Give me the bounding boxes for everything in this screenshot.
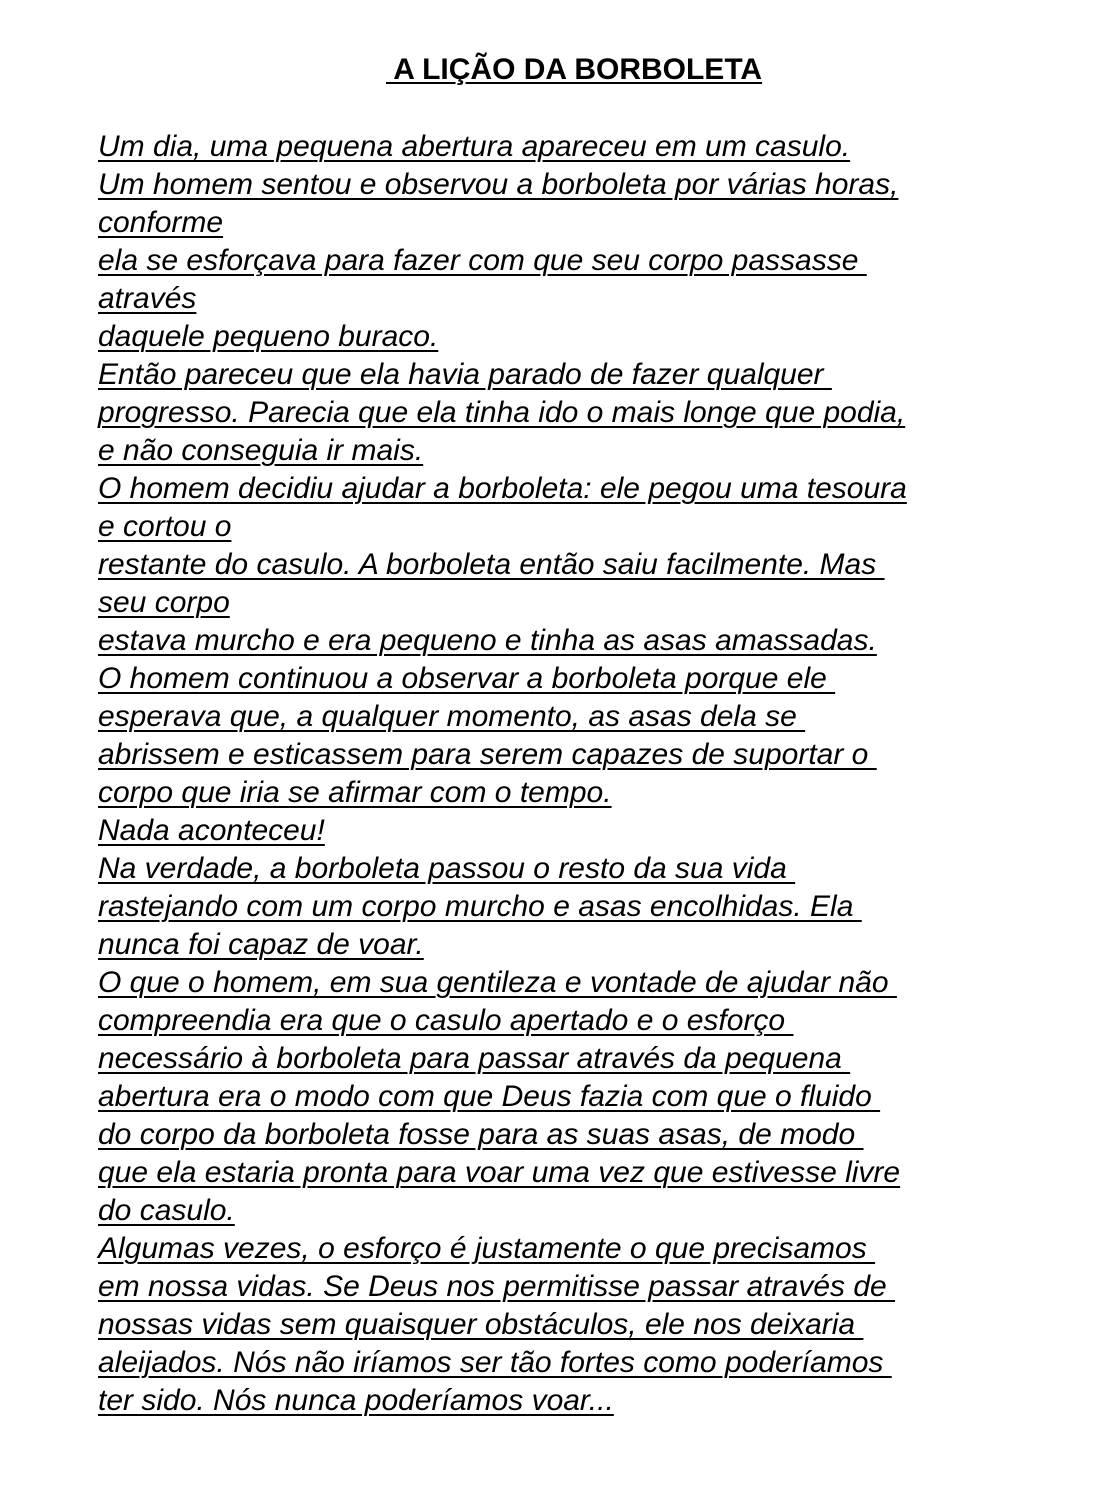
text-line: estava murcho e era pequeno e tinha as asas amassadas. [98, 624, 877, 657]
text-line: Na verdade, a borboleta passou o resto da sua vida [98, 852, 796, 885]
text-line: O homem decidiu ajudar a borboleta: ele pegou uma tesoura [98, 472, 907, 505]
text-line: ela se esforçava para fazer com que seu corpo passasse [98, 244, 867, 277]
text-line: através [98, 282, 197, 315]
text-line: e cortou o [98, 510, 232, 543]
text-line: ter sido. Nós nunca poderíamos voar... [98, 1384, 614, 1417]
text-line: O homem continuou a observar a borboleta porque ele [98, 662, 836, 695]
text-line: compreendia era que o casulo apertado e o esforço [98, 1004, 794, 1037]
text-line: progresso. Parecia que ela tinha ido o mais longe que podia, [98, 396, 906, 429]
text-line: Nada aconteceu! [98, 814, 325, 847]
text-line: aleijados. Nós não iríamos ser tão fortes como poderíamos [98, 1346, 892, 1379]
text-line: O que o homem, em sua gentileza e vontade de ajudar não [98, 966, 897, 999]
text-line: em nossa vidas. Se Deus nos permitisse passar através de [98, 1270, 896, 1303]
text-line: e não conseguia ir mais. [98, 434, 424, 467]
text-line: conforme [98, 206, 224, 239]
text-line: rastejando com um corpo murcho e asas encolhidas. Ela [98, 890, 862, 923]
text-line: necessário à borboleta para passar através da pequena [98, 1042, 851, 1075]
text-line: nunca foi capaz de voar. [98, 928, 424, 961]
text-line: daquele pequeno buraco. [98, 320, 439, 353]
text-line: corpo que iria se afirmar com o tempo. [98, 776, 612, 809]
text-line: Um dia, uma pequena abertura apareceu em um casulo. [98, 130, 851, 163]
text-line: abrissem e esticassem para serem capazes de suportar o [98, 738, 877, 771]
text-line: do corpo da borboleta fosse para as suas asas, de modo [98, 1118, 864, 1151]
document-title: A LIÇÃO DA BORBOLETA [386, 53, 763, 86]
text-line: que ela estaria pronta para voar uma vez que estivesse livre [98, 1156, 901, 1189]
text-line: seu corpo [98, 586, 230, 619]
text-line: restante do casulo. A borboleta então saiu facilmente. Mas [98, 548, 885, 581]
text-line: Então pareceu que ela havia parado de fazer qualquer [98, 358, 832, 391]
text-line: do casulo. [98, 1194, 235, 1227]
text-line: abertura era o modo com que Deus fazia com que o fluido [98, 1080, 881, 1113]
text-line: Algumas vezes, o esforço é justamente o que precisamos [98, 1232, 876, 1265]
text-line: nossas vidas sem quaisquer obstáculos, ele nos deixaria [98, 1308, 864, 1341]
document-body [98, 128, 1058, 1420]
text-line: Um homem sentou e observou a borboleta por várias horas, [98, 168, 899, 201]
text-line: esperava que, a qualquer momento, as asas dela se [98, 700, 806, 733]
